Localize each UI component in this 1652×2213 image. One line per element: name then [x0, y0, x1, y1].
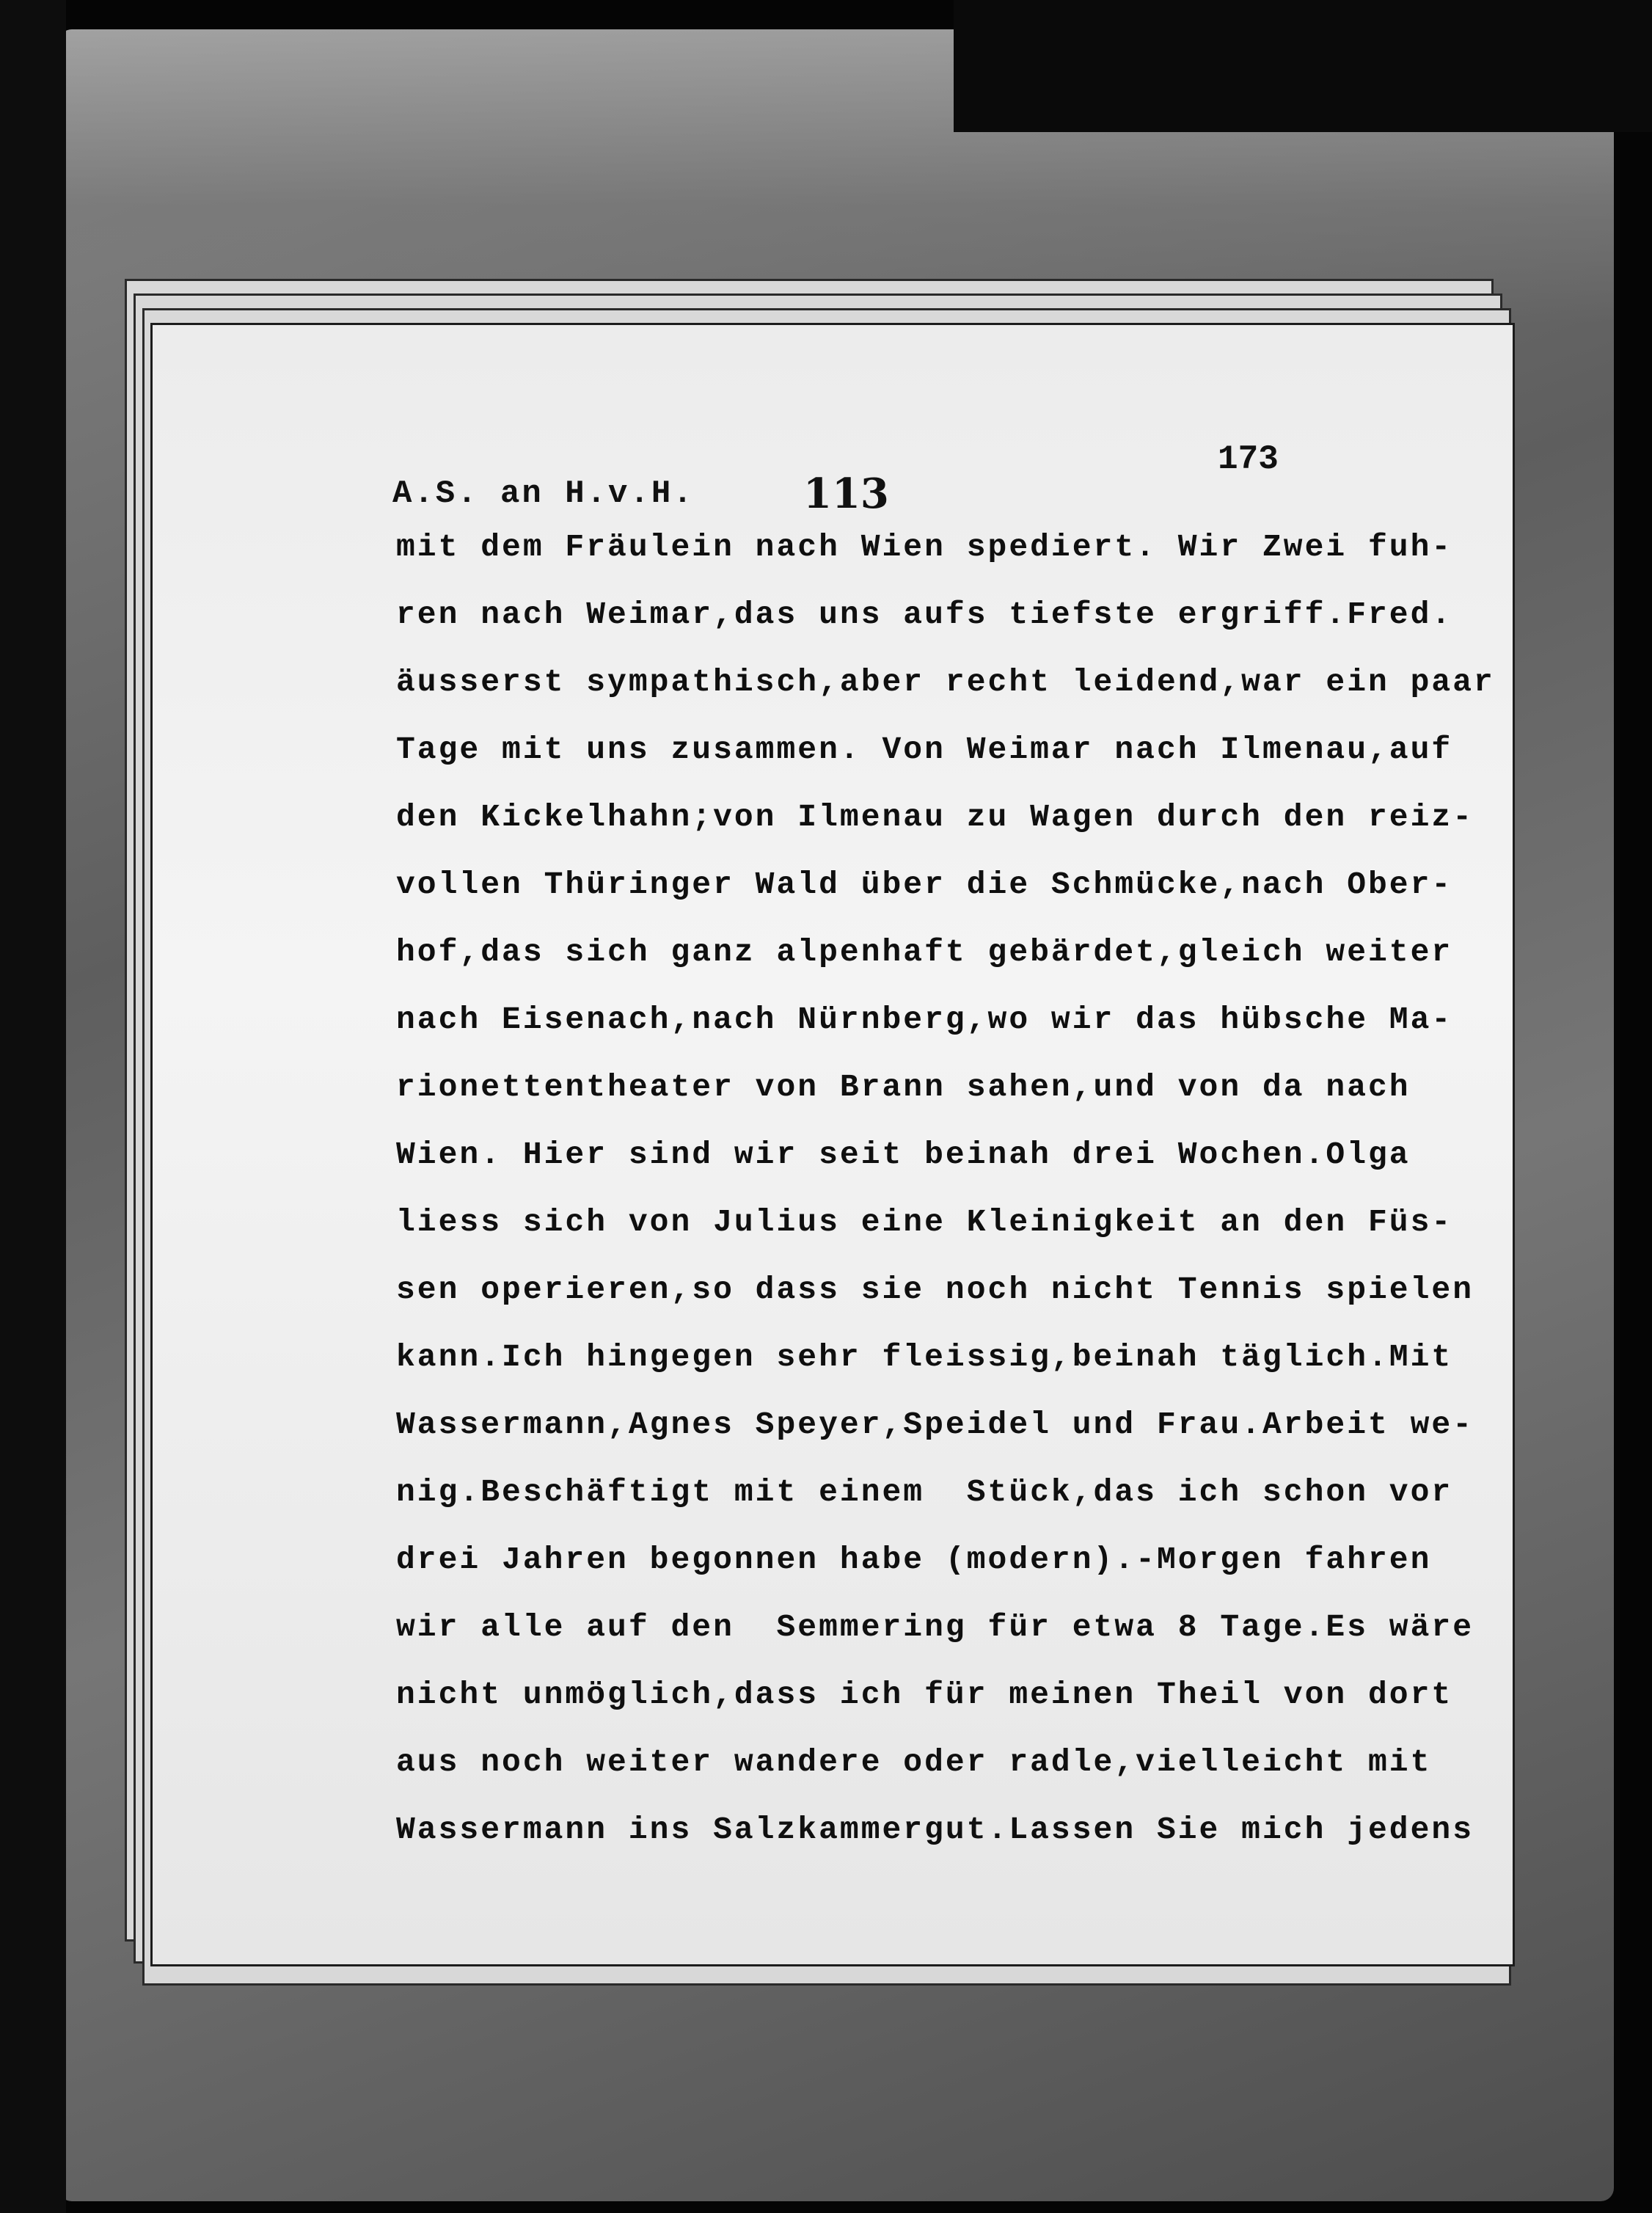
text-line: rionettentheater von Brann sahen,und von da nach — [396, 1069, 1411, 1105]
text-line: hof,das sich ganz alpenhaft gebärdet,gleich weiter — [396, 934, 1453, 970]
sender-recipient: A.S. an H.v.H. — [392, 475, 695, 512]
text-line: ren nach Weimar,das uns aufs tiefste ergriff.Fred. — [396, 597, 1453, 632]
page-number: 173 — [1218, 440, 1279, 478]
text-line: Wassermann ins Salzkammergut.Lassen Sie mich jedens — [396, 1812, 1474, 1848]
text-line: kann.Ich hingegen sehr fleissig,beinah täglich.Mit — [396, 1339, 1453, 1375]
handwritten-letter-number: 113 — [803, 470, 889, 518]
text-line: vollen Thüringer Wald über die Schmücke,nach Ober- — [396, 867, 1453, 903]
text-line: mit dem Fräulein nach Wien spediert. Wir Zwei fuh- — [396, 529, 1453, 565]
text-line: nicht unmöglich,dass ich für meinen Theil von dort — [396, 1677, 1453, 1713]
text-line: den Kickelhahn;von Ilmenau zu Wagen durch den reiz- — [396, 799, 1474, 835]
dark-corner — [954, 0, 1652, 132]
dark-edge — [0, 0, 66, 2213]
text-line: nach Eisenach,nach Nürnberg,wo wir das hübsche Ma- — [396, 1002, 1453, 1038]
letter-body — [396, 514, 1495, 1864]
text-line: sen operieren,so dass sie noch nicht Tennis spielen — [396, 1272, 1474, 1308]
text-line: äusserst sympathisch,aber recht leidend,war ein paar — [396, 664, 1495, 700]
text-line: Wassermann,Agnes Speyer,Speidel und Frau.Arbeit we- — [396, 1407, 1474, 1443]
text-line: nig.Beschäftigt mit einem Stück,das ich schon vor — [396, 1474, 1453, 1510]
text-line: drei Jahren begonnen habe (modern).-Morgen fahren — [396, 1542, 1432, 1578]
text-line: wir alle auf den Semmering für etwa 8 Tage.Es wäre — [396, 1609, 1474, 1645]
text-line: aus noch weiter wandere oder radle,vielleicht mit — [396, 1744, 1432, 1780]
text-line: liess sich von Julius eine Kleinigkeit an den Füs- — [396, 1204, 1453, 1240]
text-line: Wien. Hier sind wir seit beinah drei Wochen.Olga — [396, 1137, 1411, 1173]
text-line: Tage mit uns zusammen. Von Weimar nach Ilmenau,auf — [396, 732, 1453, 768]
